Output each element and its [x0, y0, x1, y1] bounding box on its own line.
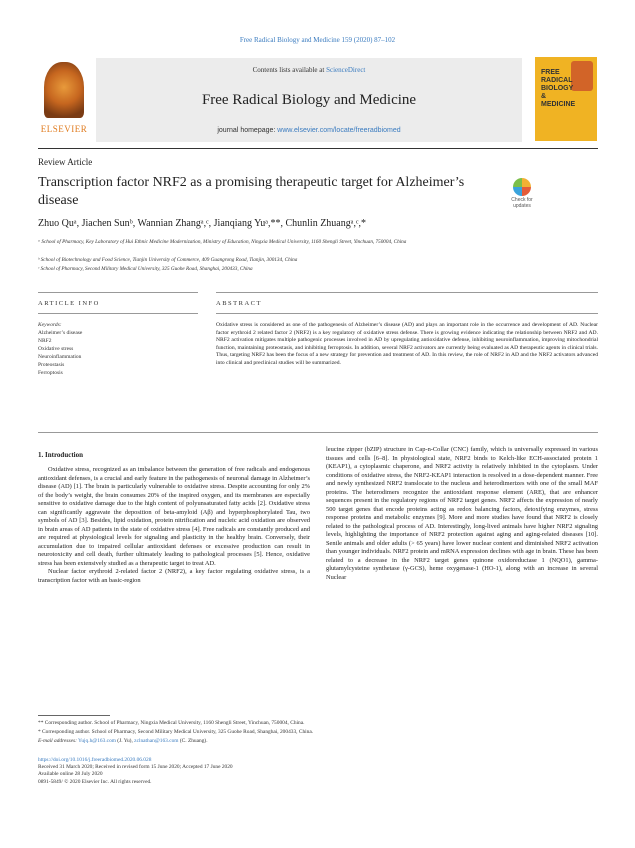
contents-line	[96, 66, 522, 74]
email-name-yu: (J. Yu),	[115, 738, 135, 744]
footnote-corresponding-1: ** Corresponding author. School of Pharmacy, Ningxia Medical University, 1160 Shengli Street, Yinchuan, 750004, China.	[38, 720, 305, 726]
intro-paragraph-2: Nuclear factor erythroid 2-related factor 2 (NRF2), a key factor regulating oxidative stress, is a transcription factor with an basic-region	[38, 568, 310, 584]
cover-title: FREE RADICAL BIOLOGY & MEDICINE	[541, 69, 576, 108]
email-link-yu[interactable]: Yujq.h@163.com	[78, 738, 116, 744]
article-info-rule-top	[38, 292, 198, 293]
affiliation-c: ᶜ School of Pharmacy, Second Military Medical University, 325 Guohe Road, Shanghai, 200433, China	[38, 266, 253, 272]
check-for-updates-label: Check for updates	[511, 197, 533, 209]
introduction-heading: 1. Introduction	[38, 451, 83, 459]
keyword-item: Alzheimer’s disease	[38, 330, 83, 336]
right-column	[326, 446, 598, 582]
homepage-link[interactable]: www.elsevier.com/locate/freeradbiomed	[277, 127, 401, 134]
check-for-updates-icon	[513, 178, 531, 196]
intro-paragraph-3: leucine zipper (bZIP) structure in Cap-n-Collar (CNC) family, which is universally expressed in various tissues and cells [6–8]. In physiological state, NRF2 binds to Kelch-like ECH-associated protein 1 (KEAP1), a cytoplasmic chaperone, and NRF2 activity is relatively inhibited in the cytoplasm. Under conditions of oxidative stress, the NRF2-KEAP1 interaction is resolved in a dose-dependent manner. Free and newly synthesized NRF2 translocate to the nucleus and heterodimerizes with one of the small MAF proteins. The heterodimers recognize the antioxidant response element (ARE), that are enhancer sequences present in the regulatory regions of NRF2 target genes. NRF2 affects the expression of nearly 500 target genes that encode proteins acting as redox balancing factors, detoxifying enzymes, stress response proteins and metabolic enzymes [9]. More and more studies have found that NRF2 is closely related to the pathological process of AD. Interestingly, long-lived animals have higher NRF2 signaling levels, highlighting the importance of NRF2 protection against aging and aging-related diseases [10]. Senile animals and older adults (> 65 years) have lower nuclear content and diminished NRF2 activation than younger individuals. NRF2 protein and mRNA expression declines with age in brain. These has been related to a decrease in the NRF2 target genes quinone oxidoreductase 1 (NQO1), gamma-glutamylcysteine synthetase (γ-GCS), heme oxygenase-1 (HO-1), along with an increase in several Nuclear	[326, 446, 598, 581]
article-title: Transcription factor NRF2 as a promising therapeutic target for Alzheimer’s disease	[38, 175, 465, 208]
keyword-item: Neuroinflammation	[38, 354, 82, 360]
footnote-emails	[38, 738, 598, 745]
left-column	[38, 466, 310, 585]
email-label: E-mail addresses:	[38, 738, 77, 744]
doi-link[interactable]: https://doi.org/10.1016/j.freeradbiomed.2020.06.028	[38, 757, 152, 763]
keyword-item: Ferroptosis	[38, 370, 63, 376]
sciencedirect-link[interactable]: ScienceDirect	[326, 66, 366, 74]
footnote-corresponding-2: * Corresponding author. School of Pharmacy, Second Military Medical University, 325 Guohe Road, Shanghai, 200433, China.	[38, 729, 314, 735]
article-type: Review Article	[38, 157, 93, 167]
article-info-heading: ARTICLE INFO	[38, 300, 100, 307]
email-name-zhuang: (C. Zhuang).	[178, 738, 208, 744]
keywords-label: Keywords:	[38, 322, 62, 328]
affiliation-a: ᵃ School of Pharmacy, Key Laboratory of Hui Ethnic Medicine Modernization, Ministry of Education, Ningxia Medical University, 1160 Shengli Street, Yinchuan, 750004, China	[38, 239, 407, 245]
article-info-rule	[38, 313, 198, 314]
email-link-zhuang[interactable]: zclnathan@163.com	[134, 738, 179, 744]
keyword-item: Proteostasis	[38, 362, 65, 368]
author-list: Zhuo Quᵃ, Jiachen Sunᵇ, Wannian Zhangᵃ,ᶜ, Jianqiang Yuᵃ,**, Chunlin Zhuangᵃ,ᶜ,*	[38, 218, 367, 229]
copyright: 0891-5849/ © 2020 Elsevier Inc. All rights reserved.	[38, 778, 152, 785]
abstract-rule	[216, 313, 598, 314]
cover-decoration	[571, 61, 593, 91]
journal-citation[interactable]: Free Radical Biology and Medicine 159 (2020) 87–102	[239, 36, 396, 44]
journal-title: Free Radical Biology and Medicine	[201, 92, 417, 108]
received-dates: Received 31 March 2020; Received in revised form 15 June 2020; Accepted 17 June 2020	[38, 764, 233, 771]
intro-paragraph-1: Oxidative stress, recognized as an imbalance between the generation of free radicals and endogenous antioxidant defenses, is a crucial and early feature in the pathogenesis of neuronal damage in Alzheimer’s disease (AD) [1]. The brain is particularly vulnerable to oxidative stress. Despite accounting for only 2% of the body’s weight, the brain consumes 20% of the inspired oxygen, and its membranes are especially sensitive to oxidative damage due to the high content of polyunsaturated fatty acids [2]. Oxidative stress can significantly aggravate the deposition of beta-amyloid (Aβ) and hyperphosphorylated Tau, two symbols of AD [3]. Besides, lipid oxidation, protein nitrification and nucleic acid oxidation are observed in brain areas of AD patients in the state of oxidative stress [4]. Free radicals are constantly produced and are required at physiological levels for signaling and plasticity in the healthy brain. Conversely, their accumulation due to impaired cellular antioxidant defenses or excessive production can result in neurotoxicity and cell death, further ultimately leading to pathological processes [5]. Hence, oxidative stress has been extensively studied as a therapeutic target to treat AD.	[38, 466, 310, 567]
abstract-rule-bottom	[38, 432, 598, 433]
homepage-label: journal homepage:	[217, 127, 278, 134]
journal-homepage	[96, 127, 522, 134]
elsevier-logo	[38, 56, 90, 138]
available-online: Available online 28 July 2020	[38, 771, 103, 778]
abstract-heading: ABSTRACT	[216, 300, 262, 307]
header-rule	[38, 148, 598, 149]
affiliation-b: ᵇ School of Biotechnology and Food Science, Tianjin University of Commerce, 409 Guangrong Road, Tianjin, 300134, China	[38, 257, 298, 263]
check-for-updates-badge[interactable]	[508, 178, 536, 208]
footnote-rule	[38, 715, 110, 716]
contents-prefix: Contents lists available at	[252, 66, 327, 74]
elsevier-tree-icon	[44, 62, 84, 118]
journal-cover-image	[535, 57, 597, 141]
abstract-rule-top	[216, 292, 598, 293]
abstract-text: Oxidative stress is considered as one of the pathogenesis of Alzheimer’s disease (AD) and plays an important role in the occurrence and development of AD. Nuclear factor erythroid 2 related factor 2 (NRF2) is a key regulatory of oxidative stress defense. There is growing evidence indicating the relationship between NRF2 and AD. NRF2 activation mitigates multiple pathogenic processes involved in AD by upregulating antioxidative defense, inhibiting neuroinflammation, improving mitochondrial function, maintaining proteostasis, and inhibiting ferroptosis. In addition, several NRF2 activators are currently being evaluated as AD therapeutic agents in clinical trials. Thus, targeting NRF2 has been the focus of a new strategy for prevention and treatment of AD. In this review, the role of NRF2 in AD and the NRF2 activators advanced into clinical and preclinical studies will be summarized.	[216, 322, 598, 366]
bottom-info	[38, 757, 233, 786]
keyword-item: NRF2	[38, 338, 52, 344]
elsevier-wordmark: ELSEVIER	[40, 124, 88, 134]
keyword-item: Oxidative stress	[38, 346, 74, 352]
